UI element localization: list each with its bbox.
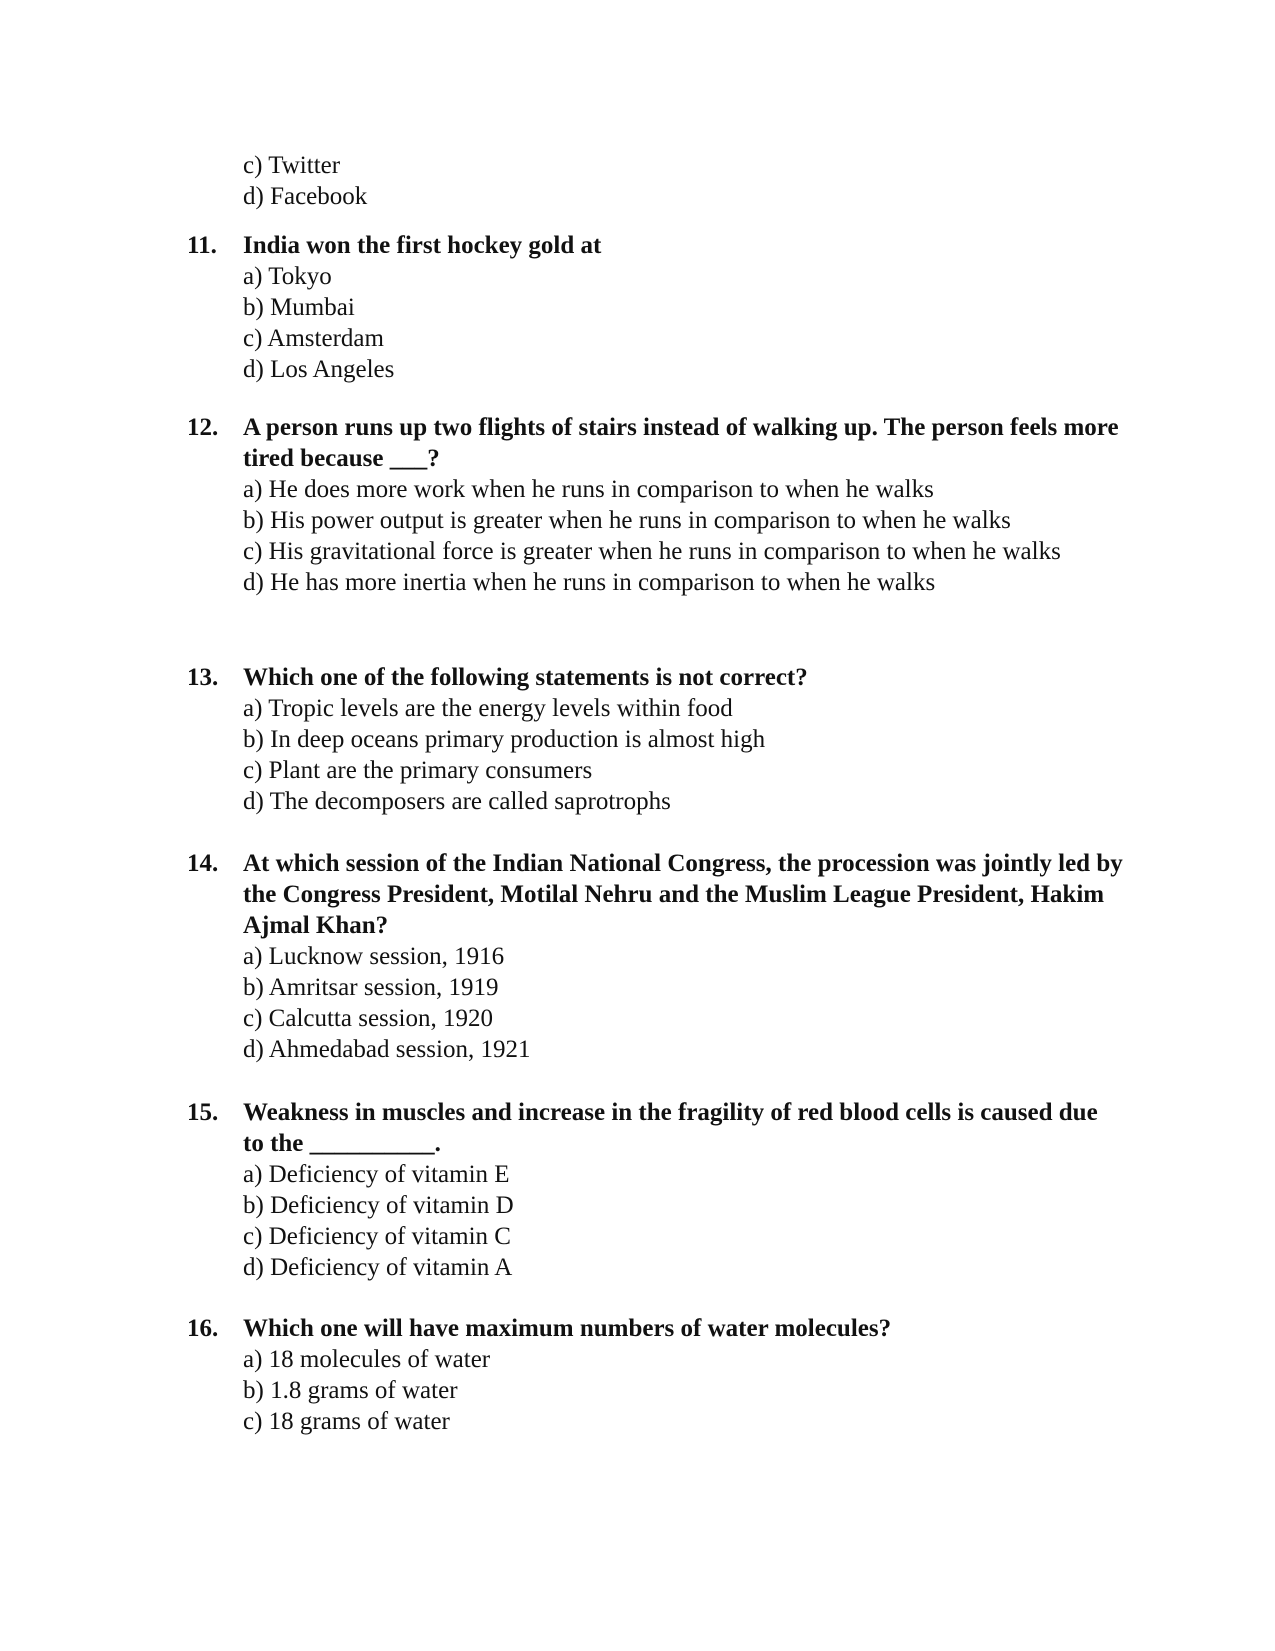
option-c: c) Calcutta session, 1920: [243, 1005, 493, 1032]
question-text: Weakness in muscles and increase in the fragility of red blood cells is caused due to the __________.: [243, 1099, 1098, 1157]
option-d: d) Ahmedabad session, 1921: [243, 1036, 531, 1063]
option-b: b) Deficiency of vitamin D: [243, 1192, 514, 1219]
question-number: 11.: [187, 232, 217, 259]
question-number: 14.: [187, 850, 219, 877]
question-text: A person runs up two flights of stairs instead of walking up. The person feels more tired because ___?: [243, 414, 1119, 472]
question-14: [187, 848, 1123, 1065]
question-text: At which session of the Indian National Congress, the procession was jointly led by the Congress President, Motilal Nehru and the Muslim League President, Hakim Ajmal Khan?: [243, 850, 1123, 939]
option-b: b) Mumbai: [243, 294, 355, 321]
option-a: a) Tokyo: [243, 263, 332, 290]
option-a: a) Lucknow session, 1916: [243, 943, 505, 970]
question-13: [187, 662, 1123, 817]
question-12: [187, 412, 1123, 598]
option-c: c) Deficiency of vitamin C: [243, 1223, 511, 1250]
option-c: c) Amsterdam: [243, 325, 384, 352]
option-c: c) Twitter: [243, 152, 341, 179]
option-d: d) The decomposers are called saprotrophs: [243, 788, 671, 815]
option-b: b) His power output is greater when he runs in comparison to when he walks: [243, 507, 1011, 534]
option-d: d) Los Angeles: [243, 356, 395, 383]
option-c: c) His gravitational force is greater when he runs in comparison to when he walks: [243, 538, 1061, 565]
option-c: c) 18 grams of water: [243, 1408, 450, 1435]
question-number: 12.: [187, 414, 219, 441]
question-15: [187, 1097, 1123, 1283]
option-c: c) Plant are the primary consumers: [243, 757, 593, 784]
question-number: 16.: [187, 1315, 219, 1342]
option-b: b) 1.8 grams of water: [243, 1377, 458, 1404]
option-a: a) Deficiency of vitamin E: [243, 1161, 510, 1188]
question-text: India won the first hockey gold at: [243, 232, 602, 259]
carryover-options: [243, 150, 1123, 212]
option-b: b) Amritsar session, 1919: [243, 974, 499, 1001]
question-text: Which one of the following statements is not correct?: [243, 664, 808, 691]
option-a: a) 18 molecules of water: [243, 1346, 491, 1373]
option-a: a) Tropic levels are the energy levels within food: [243, 695, 733, 722]
option-d: d) Deficiency of vitamin A: [243, 1254, 513, 1281]
option-d: d) Facebook: [243, 183, 368, 210]
question-text: Which one will have maximum numbers of water molecules?: [243, 1315, 892, 1342]
question-16: [187, 1313, 1123, 1437]
question-number: 15.: [187, 1099, 219, 1126]
option-a: a) He does more work when he runs in comparison to when he walks: [243, 476, 934, 503]
question-11: [187, 230, 1123, 385]
option-d: d) He has more inertia when he runs in comparison to when he walks: [243, 569, 936, 596]
option-b: b) In deep oceans primary production is almost high: [243, 726, 766, 753]
question-number: 13.: [187, 664, 219, 691]
